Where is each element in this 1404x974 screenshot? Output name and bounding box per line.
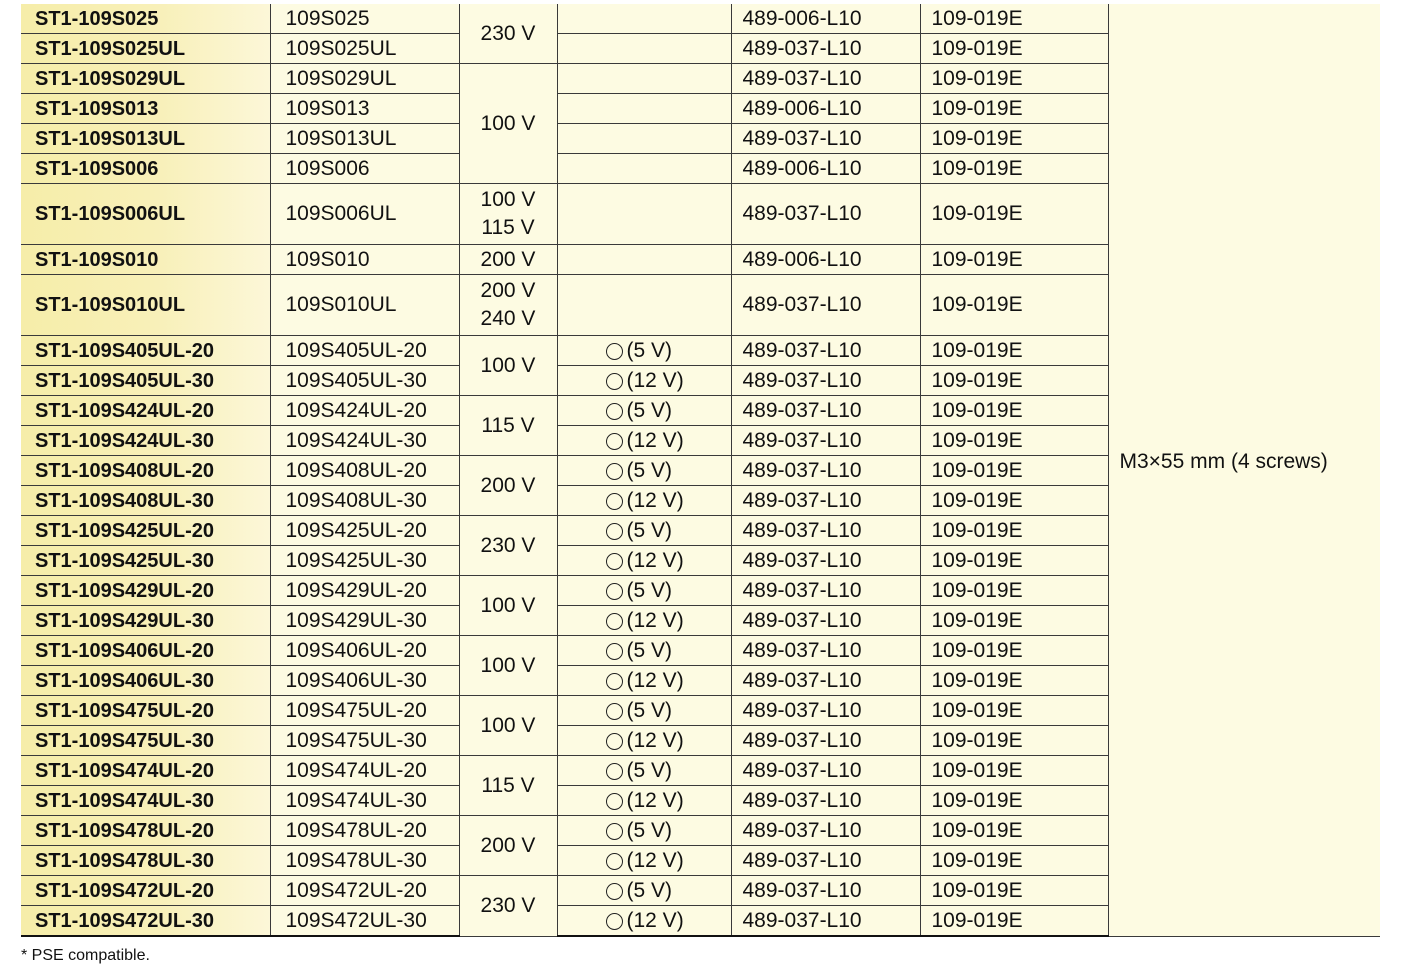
model-number: ST1-109S424UL-20 — [21, 396, 270, 426]
circle-icon — [606, 463, 623, 480]
sensor-option — [557, 606, 731, 636]
part-number: 489-037-L10 — [731, 486, 920, 516]
sensor-voltage: (5 V) — [626, 818, 673, 842]
sensor-option — [557, 94, 731, 124]
sensor-option — [557, 124, 731, 154]
part-number: 489-037-L10 — [731, 124, 920, 154]
document-number: 109-019E — [920, 245, 1108, 275]
sensor-voltage: (12 V) — [626, 788, 684, 812]
circle-icon — [606, 913, 623, 930]
sensor-voltage: (12 V) — [626, 668, 684, 692]
sensor-voltage: (12 V) — [626, 848, 684, 872]
document-number: 109-019E — [920, 666, 1108, 696]
sensor-option — [557, 154, 731, 184]
model-number: ST1-109S472UL-20 — [21, 876, 270, 906]
circle-icon — [606, 403, 623, 420]
screws-spec — [1108, 4, 1380, 936]
document-number: 109-019E — [920, 154, 1108, 184]
spec-table — [21, 4, 1380, 937]
document-number: 109-019E — [920, 576, 1108, 606]
document-number: 109-019E — [920, 336, 1108, 366]
rated-voltage: 100 V — [459, 636, 557, 696]
model-number: ST1-109S478UL-20 — [21, 816, 270, 846]
rated-voltage-line: 100 V — [480, 188, 536, 211]
part-number: 489-037-L10 — [731, 816, 920, 846]
sensor-option — [557, 336, 731, 366]
screws-text: M3×55 mm (4 screws) — [1119, 449, 1328, 473]
sensor-option — [557, 64, 731, 94]
sensor-option — [557, 876, 731, 906]
sensor-voltage: (5 V) — [626, 578, 673, 602]
product-code: 109S474UL-30 — [270, 786, 459, 816]
document-number: 109-019E — [920, 34, 1108, 64]
document-number: 109-019E — [920, 456, 1108, 486]
table-row — [21, 4, 1380, 34]
sensor-voltage: (12 V) — [626, 608, 684, 632]
circle-icon — [606, 643, 623, 660]
product-code: 109S472UL-30 — [270, 906, 459, 937]
document-number: 109-019E — [920, 275, 1108, 336]
model-number: ST1-109S025UL — [21, 34, 270, 64]
sensor-voltage: (5 V) — [626, 878, 673, 902]
document-number: 109-019E — [920, 366, 1108, 396]
model-number: ST1-109S013UL — [21, 124, 270, 154]
model-number: ST1-109S406UL-30 — [21, 666, 270, 696]
document-number: 109-019E — [920, 4, 1108, 34]
part-number: 489-037-L10 — [731, 34, 920, 64]
sensor-option — [557, 396, 731, 426]
rated-voltage: 200 V — [459, 245, 557, 275]
rated-voltage: 115 V — [459, 396, 557, 456]
product-code: 109S029UL — [270, 64, 459, 94]
document-number: 109-019E — [920, 876, 1108, 906]
rated-voltage: 230 V — [459, 876, 557, 937]
document-number: 109-019E — [920, 546, 1108, 576]
product-code: 109S429UL-20 — [270, 576, 459, 606]
circle-icon — [606, 793, 623, 810]
model-number: ST1-109S474UL-20 — [21, 756, 270, 786]
sensor-option — [557, 275, 731, 336]
document-number: 109-019E — [920, 606, 1108, 636]
sensor-voltage: (5 V) — [626, 338, 673, 362]
product-code: 109S425UL-30 — [270, 546, 459, 576]
rated-voltage: 200 V — [459, 456, 557, 516]
document-number: 109-019E — [920, 756, 1108, 786]
part-number: 489-037-L10 — [731, 546, 920, 576]
document-number: 109-019E — [920, 906, 1108, 937]
product-code: 109S006UL — [270, 184, 459, 245]
model-number: ST1-109S405UL-30 — [21, 366, 270, 396]
document-number: 109-019E — [920, 816, 1108, 846]
model-number: ST1-109S025 — [21, 4, 270, 34]
sensor-voltage: (12 V) — [626, 428, 684, 452]
product-code: 109S425UL-20 — [270, 516, 459, 546]
part-number: 489-037-L10 — [731, 606, 920, 636]
model-number: ST1-109S013 — [21, 94, 270, 124]
part-number: 489-037-L10 — [731, 576, 920, 606]
sensor-option — [557, 756, 731, 786]
product-code: 109S006 — [270, 154, 459, 184]
part-number: 489-037-L10 — [731, 876, 920, 906]
product-code: 109S478UL-30 — [270, 846, 459, 876]
part-number: 489-037-L10 — [731, 426, 920, 456]
product-code: 109S025 — [270, 4, 459, 34]
circle-icon — [606, 673, 623, 690]
part-number: 489-037-L10 — [731, 846, 920, 876]
document-number: 109-019E — [920, 124, 1108, 154]
circle-icon — [606, 493, 623, 510]
part-number: 489-037-L10 — [731, 786, 920, 816]
circle-icon — [606, 703, 623, 720]
rated-voltage: 100 V — [459, 64, 557, 184]
product-code: 109S478UL-20 — [270, 816, 459, 846]
sensor-option — [557, 906, 731, 937]
document-number: 109-019E — [920, 636, 1108, 666]
rated-voltage-line: 240 V — [480, 307, 536, 330]
sensor-voltage: (12 V) — [626, 488, 684, 512]
sensor-option — [557, 245, 731, 275]
model-number: ST1-109S429UL-30 — [21, 606, 270, 636]
model-number: ST1-109S010UL — [21, 275, 270, 336]
sensor-option — [557, 816, 731, 846]
rated-voltage: 230 V — [459, 4, 557, 64]
document-number: 109-019E — [920, 516, 1108, 546]
part-number: 489-037-L10 — [731, 756, 920, 786]
document-number: 109-019E — [920, 786, 1108, 816]
sensor-voltage: (5 V) — [626, 638, 673, 662]
rated-voltage — [459, 184, 557, 245]
product-code: 109S010 — [270, 245, 459, 275]
model-number: ST1-109S425UL-20 — [21, 516, 270, 546]
sensor-option — [557, 846, 731, 876]
sensor-voltage: (12 V) — [626, 728, 684, 752]
part-number: 489-037-L10 — [731, 516, 920, 546]
product-code: 109S013UL — [270, 124, 459, 154]
product-code: 109S405UL-30 — [270, 366, 459, 396]
part-number: 489-037-L10 — [731, 906, 920, 937]
rated-voltage — [459, 275, 557, 336]
part-number: 489-037-L10 — [731, 275, 920, 336]
product-code: 109S474UL-20 — [270, 756, 459, 786]
part-number: 489-037-L10 — [731, 396, 920, 426]
sensor-voltage: (5 V) — [626, 398, 673, 422]
product-code: 109S408UL-20 — [270, 456, 459, 486]
product-code: 109S406UL-30 — [270, 666, 459, 696]
document-number: 109-019E — [920, 696, 1108, 726]
product-code: 109S013 — [270, 94, 459, 124]
sensor-option — [557, 516, 731, 546]
part-number: 489-006-L10 — [731, 4, 920, 34]
sensor-option — [557, 426, 731, 456]
product-code: 109S406UL-20 — [270, 636, 459, 666]
model-number: ST1-109S475UL-20 — [21, 696, 270, 726]
part-number: 489-037-L10 — [731, 64, 920, 94]
document-number: 109-019E — [920, 184, 1108, 245]
rated-voltage: 100 V — [459, 336, 557, 396]
part-number: 489-037-L10 — [731, 184, 920, 245]
circle-icon — [606, 343, 623, 360]
model-number: ST1-109S429UL-20 — [21, 576, 270, 606]
sensor-option — [557, 666, 731, 696]
part-number: 489-006-L10 — [731, 154, 920, 184]
model-number: ST1-109S405UL-20 — [21, 336, 270, 366]
sensor-voltage: (12 V) — [626, 368, 684, 392]
part-number: 489-006-L10 — [731, 245, 920, 275]
model-number: ST1-109S406UL-20 — [21, 636, 270, 666]
part-number: 489-037-L10 — [731, 696, 920, 726]
document-number: 109-019E — [920, 726, 1108, 756]
product-code: 109S408UL-30 — [270, 486, 459, 516]
rated-voltage: 100 V — [459, 696, 557, 756]
sensor-option — [557, 34, 731, 64]
circle-icon — [606, 853, 623, 870]
part-number: 489-037-L10 — [731, 456, 920, 486]
model-number: ST1-109S006UL — [21, 184, 270, 245]
model-number: ST1-109S475UL-30 — [21, 726, 270, 756]
model-number: ST1-109S474UL-30 — [21, 786, 270, 816]
part-number: 489-037-L10 — [731, 366, 920, 396]
document-number: 109-019E — [920, 846, 1108, 876]
circle-icon — [606, 823, 623, 840]
sensor-option — [557, 636, 731, 666]
part-number: 489-037-L10 — [731, 666, 920, 696]
rated-voltage: 115 V — [459, 756, 557, 816]
sensor-option — [557, 366, 731, 396]
circle-icon — [606, 883, 623, 900]
model-number: ST1-109S029UL — [21, 64, 270, 94]
sensor-option — [557, 4, 731, 34]
sensor-option — [557, 456, 731, 486]
rated-voltage: 230 V — [459, 516, 557, 576]
sensor-voltage: (5 V) — [626, 698, 673, 722]
sensor-voltage: (5 V) — [626, 758, 673, 782]
model-number: ST1-109S424UL-30 — [21, 426, 270, 456]
circle-icon — [606, 583, 623, 600]
model-number: ST1-109S472UL-30 — [21, 906, 270, 937]
part-number: 489-037-L10 — [731, 726, 920, 756]
product-code: 109S405UL-20 — [270, 336, 459, 366]
rated-voltage: 100 V — [459, 576, 557, 636]
rated-voltage-line: 200 V — [480, 279, 536, 302]
circle-icon — [606, 763, 623, 780]
product-code: 109S472UL-20 — [270, 876, 459, 906]
product-code: 109S429UL-30 — [270, 606, 459, 636]
part-number: 489-006-L10 — [731, 94, 920, 124]
model-number: ST1-109S006 — [21, 154, 270, 184]
sensor-voltage: (5 V) — [626, 518, 673, 542]
sensor-voltage: (12 V) — [626, 548, 684, 572]
product-code: 109S424UL-30 — [270, 426, 459, 456]
model-number: ST1-109S425UL-30 — [21, 546, 270, 576]
footnote: * PSE compatible. — [21, 947, 150, 964]
circle-icon — [606, 553, 623, 570]
product-code: 109S475UL-30 — [270, 726, 459, 756]
sensor-voltage: (5 V) — [626, 458, 673, 482]
sensor-option — [557, 546, 731, 576]
part-number: 489-037-L10 — [731, 336, 920, 366]
circle-icon — [606, 733, 623, 750]
rated-voltage: 200 V — [459, 816, 557, 876]
document-number: 109-019E — [920, 426, 1108, 456]
model-number: ST1-109S478UL-30 — [21, 846, 270, 876]
product-code: 109S025UL — [270, 34, 459, 64]
circle-icon — [606, 613, 623, 630]
product-code: 109S475UL-20 — [270, 696, 459, 726]
part-number: 489-037-L10 — [731, 636, 920, 666]
sensor-option — [557, 786, 731, 816]
circle-icon — [606, 373, 623, 390]
document-number: 109-019E — [920, 64, 1108, 94]
rated-voltage-line: 115 V — [481, 216, 535, 239]
document-number: 109-019E — [920, 486, 1108, 516]
product-code: 109S424UL-20 — [270, 396, 459, 426]
product-code: 109S010UL — [270, 275, 459, 336]
sensor-voltage: (12 V) — [626, 908, 684, 932]
model-number: ST1-109S408UL-20 — [21, 456, 270, 486]
model-number: ST1-109S010 — [21, 245, 270, 275]
sensor-option — [557, 486, 731, 516]
sensor-option — [557, 726, 731, 756]
circle-icon — [606, 523, 623, 540]
model-number: ST1-109S408UL-30 — [21, 486, 270, 516]
sensor-option — [557, 576, 731, 606]
sensor-option — [557, 696, 731, 726]
sensor-option — [557, 184, 731, 245]
circle-icon — [606, 433, 623, 450]
document-number: 109-019E — [920, 94, 1108, 124]
document-number: 109-019E — [920, 396, 1108, 426]
